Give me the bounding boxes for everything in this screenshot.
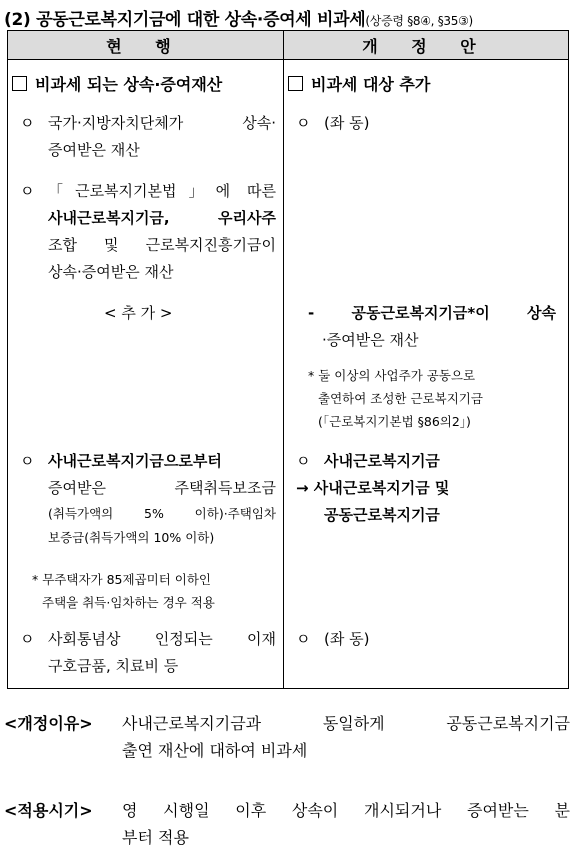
current-item-housing-subsidy: ㅇ 사내근로복지기금으로부터 증여받은 주택취득보조금 (취득가액의 5% 이하)·주택임차 보증금(취득가액의 10% 이하) (20, 448, 276, 550)
current-column (8, 60, 284, 689)
effective-date (4, 797, 570, 851)
current-item-disaster-relief: ㅇ 사회통념상 인정되는 이재 구호금품, 치료비 등 (20, 626, 276, 680)
checkbox-square-icon (12, 76, 27, 91)
section-title (4, 5, 473, 30)
current-item-welfare-fund: ㅇ 「근로복지기본법」에 따른 사내근로복지기금, 우리사주 조합 및 근로복지진흥기금이 상속·증여받은 재산 (20, 178, 276, 286)
effective-text-line-1: 영 시행일 이후 상속이 개시되거나 증여받는 분 (122, 801, 570, 820)
revised-new-item: - 공동근로복지기금*이 상속 ·증여받은 재산 (308, 304, 556, 349)
revision-reason (4, 710, 570, 764)
reason-label: <개정이유> (4, 714, 93, 733)
current-section-heading: 비과세 되는 상속·증여재산 (12, 72, 222, 95)
reason-text-line-2: 출연 재산에 대하여 비과세 (122, 741, 308, 760)
placeholder-add: < 추 가 > (104, 304, 173, 322)
checkbox-square-icon (288, 76, 303, 91)
circle-bullet-icon: ㅇ (296, 630, 311, 648)
revised-item-same-1: ㅇ (좌 동) (296, 110, 496, 137)
current-item-state: ㅇ 국가·지방자치단체가 상속· 증여받은 재산 (20, 110, 276, 164)
title-reference: (상증령 §8④, §35③) (365, 14, 473, 28)
comparison-table (7, 30, 569, 689)
effective-label: <적용시기> (4, 801, 93, 820)
revised-item-same-2: ㅇ (좌 동) (296, 626, 496, 653)
revised-column (284, 60, 569, 689)
revised-item-arrow-line: → 사내근로복지기금 및 (296, 479, 450, 497)
revised-new-note: * 둘 이상의 사업주가 공동으로 출연하여 조성한 근로복지기금 (「근로복지기본법 §86의2」) (308, 368, 483, 429)
circle-bullet-icon: ㅇ (20, 182, 35, 200)
effective-text-line-2: 부터 적용 (122, 828, 189, 847)
header-revised: 개 정 안 (284, 31, 569, 60)
revised-item-continuation: 공동근로복지기금 (324, 506, 440, 524)
revised-item-housing-subsidy: ㅇ 사내근로복지기금 (296, 448, 552, 475)
title-main: (2) 공동근로복지기금에 대한 상속·증여세 비과세 (4, 10, 366, 30)
revised-section-heading: 비과세 대상 추가 (288, 72, 430, 95)
circle-bullet-icon: ㅇ (20, 114, 35, 132)
reason-text-line-1: 사내근로복지기금과 동일하게 공동근로복지기금 (122, 714, 570, 733)
circle-bullet-icon: ㅇ (20, 630, 35, 648)
circle-bullet-icon: ㅇ (296, 114, 311, 132)
current-housing-note: * 무주택자가 85제곱미터 이하인 주택을 취득·임차하는 경우 적용 (32, 572, 215, 610)
header-current: 현 행 (8, 31, 284, 60)
circle-bullet-icon: ㅇ (296, 452, 311, 470)
circle-bullet-icon: ㅇ (20, 452, 35, 470)
